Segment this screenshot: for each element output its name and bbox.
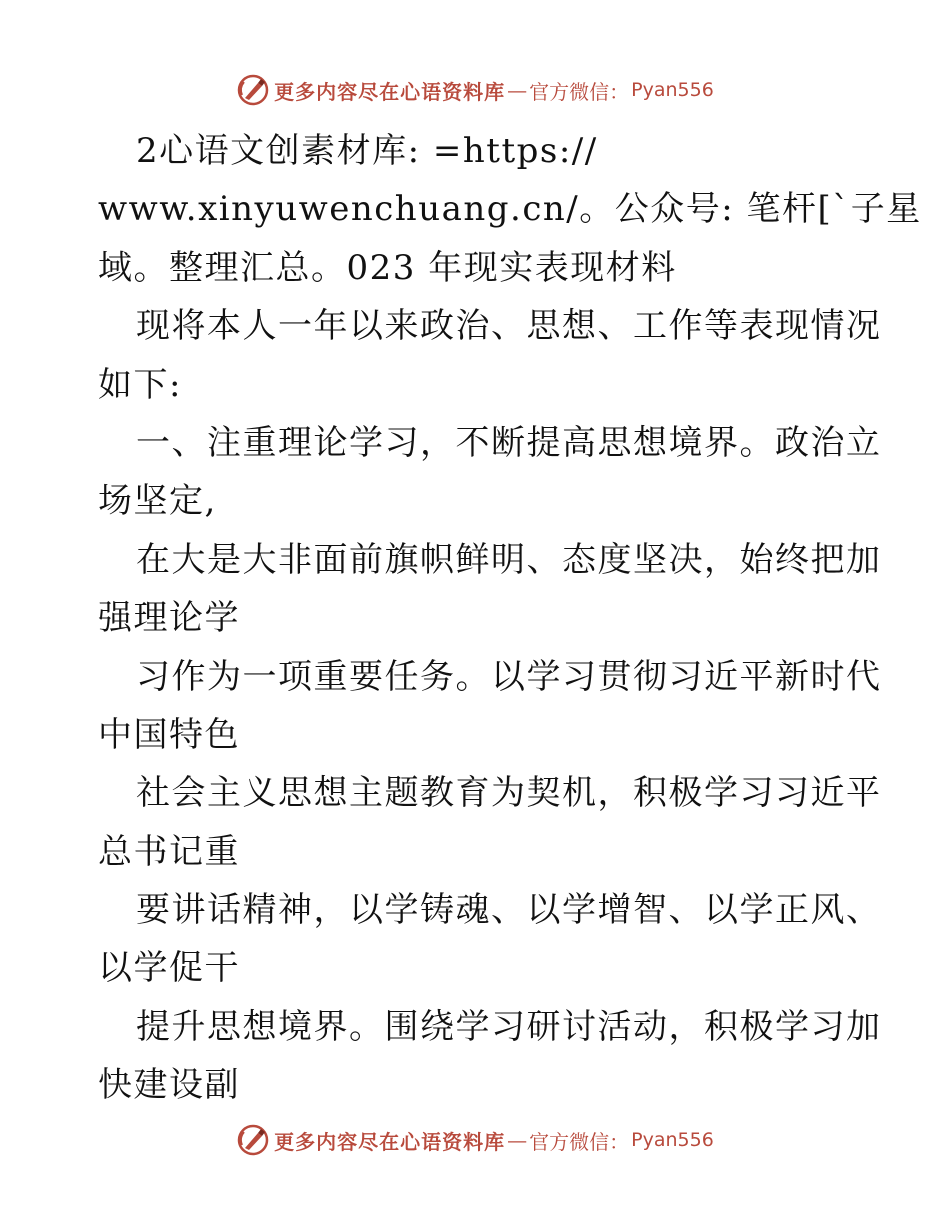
pen-circle-logo-icon bbox=[236, 1123, 270, 1157]
text-line: 社会主义思想主题教育为契机，积极学习习近平 bbox=[136, 773, 882, 814]
text-line: 2心语文创素材库: =https:// bbox=[136, 131, 598, 171]
watermark-wechat-id: Pyan556 bbox=[631, 79, 714, 101]
text-line: 习作为一项重要任务。以学习贯彻习近平新时代 bbox=[136, 656, 882, 697]
text-line: 要讲话精神，以学铸魂、以学增智、以学正风、 bbox=[136, 890, 882, 931]
text-line: 提升思想境界。围绕学习研讨活动，积极学习加 bbox=[136, 1006, 882, 1047]
footer-watermark bbox=[0, 1120, 950, 1160]
text-line: 一、注重理论学习，不断提高思想境界。政治立 bbox=[136, 422, 882, 463]
text-line: 总书记重 bbox=[98, 831, 240, 872]
pen-circle-logo-icon bbox=[236, 73, 270, 107]
text-line: 场坚定, bbox=[98, 481, 217, 522]
header-watermark bbox=[0, 70, 950, 110]
text-line: 快建设副 bbox=[98, 1065, 240, 1106]
watermark-brand-text: 更多内容尽在心语资料库 bbox=[274, 79, 506, 104]
text-line: 现将本人一年以来政治、思想、工作等表现情况 bbox=[136, 306, 882, 347]
watermark-subtitle: 官方微信： bbox=[529, 1129, 630, 1154]
text-line: 在大是大非面前旗帜鲜明、态度坚决，始终把加 bbox=[136, 539, 882, 580]
text-line: 如下: bbox=[98, 364, 182, 405]
text-line: 域。整理汇总。023 年现实表现材料 bbox=[98, 247, 677, 288]
watermark-subtitle: 官方微信： bbox=[529, 79, 630, 104]
watermark-dash: — bbox=[507, 78, 528, 102]
watermark-dash: — bbox=[507, 1128, 528, 1152]
watermark-wechat-id: Pyan556 bbox=[631, 1129, 714, 1151]
text-line: 以学促干 bbox=[98, 948, 240, 989]
watermark-brand-text: 更多内容尽在心语资料库 bbox=[274, 1129, 506, 1154]
document-body bbox=[98, 122, 922, 1115]
text-line: www.xinyuwenchuang.cn/。公众号: 笔杆[`子星 bbox=[98, 189, 922, 230]
text-line: 强理论学 bbox=[98, 598, 240, 639]
text-line: 中国特色 bbox=[98, 714, 240, 755]
